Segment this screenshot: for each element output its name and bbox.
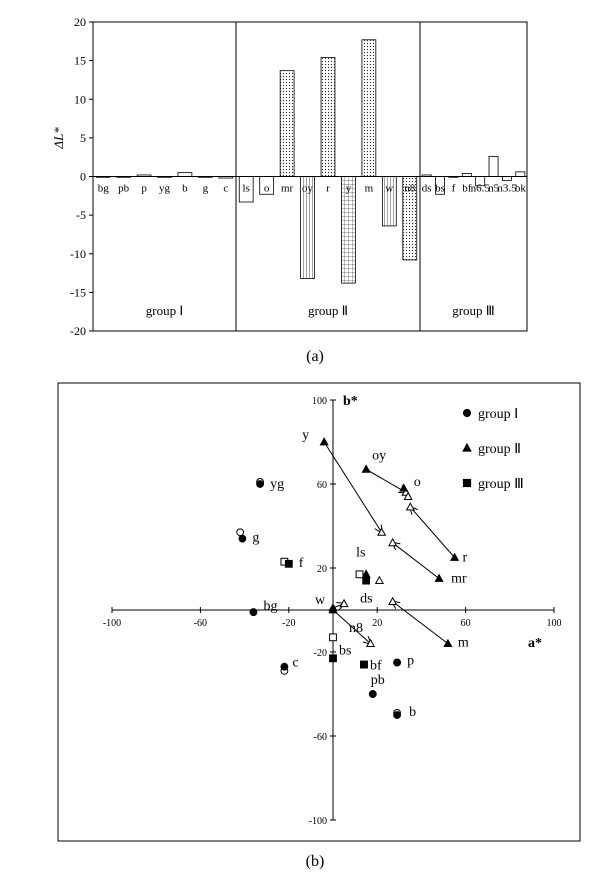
filled-marker <box>369 691 376 698</box>
point-label: n8 <box>349 621 363 636</box>
x-tick-label: 60 <box>460 618 471 629</box>
x-tick-label: 100 <box>546 618 562 629</box>
category-label: n6.5 <box>470 182 490 195</box>
shift-arrow <box>393 602 448 644</box>
bar <box>502 177 511 181</box>
point-label: mr <box>451 571 467 587</box>
category-label: y <box>345 182 352 195</box>
category-label: p <box>141 182 147 195</box>
open-marker <box>389 539 396 546</box>
category-label: bg <box>97 182 109 195</box>
legend-label: group Ⅲ <box>478 477 524 492</box>
point-label: m <box>457 635 469 651</box>
group-label: group Ⅱ <box>308 303 348 318</box>
group-label: group Ⅰ <box>145 303 184 318</box>
point-label: pb <box>370 673 385 688</box>
category-label: bf <box>462 182 472 195</box>
legend-label: group Ⅰ <box>478 407 519 422</box>
bar <box>362 40 376 177</box>
point-label: w <box>315 592 326 608</box>
filled-marker <box>362 465 369 472</box>
point-label: yg <box>270 477 285 492</box>
y-tick-label: 20 <box>74 15 86 29</box>
x-tick-label: -20 <box>282 618 296 629</box>
open-marker <box>376 577 383 584</box>
filled-marker <box>250 609 257 616</box>
category-label: yg <box>159 182 170 195</box>
y-tick-label: 20 <box>317 564 327 575</box>
point-label: p <box>407 653 415 669</box>
filled-marker <box>444 640 451 647</box>
panel-b-scatter-chart <box>58 383 580 870</box>
category-label: g <box>202 182 209 195</box>
legend-marker <box>463 409 470 416</box>
y-tick-label: 100 <box>312 396 327 407</box>
category-label: pb <box>118 182 130 195</box>
y-tick-label: 0 <box>80 169 86 184</box>
category-label: oy <box>302 182 314 195</box>
category-label: f <box>451 182 456 195</box>
category-label: ls <box>242 182 250 195</box>
filled-marker <box>361 661 368 668</box>
y-axis-label: b* <box>343 394 358 409</box>
x-tick-label: -60 <box>193 618 208 629</box>
shift-arrow <box>410 507 454 557</box>
point-label: r <box>462 550 468 566</box>
filled-marker <box>400 484 407 491</box>
category-label: w <box>385 182 394 195</box>
y-tick-label: -100 <box>308 816 327 827</box>
y-tick-label: 5 <box>80 130 86 145</box>
filled-marker <box>281 663 288 670</box>
filled-marker <box>320 438 327 445</box>
category-label: n8 <box>404 182 416 195</box>
bar <box>489 156 498 176</box>
category-label: bs <box>435 182 445 195</box>
category-label: c <box>223 182 229 195</box>
filled-marker <box>363 577 370 584</box>
point-label: ls <box>356 545 366 561</box>
point-label: oy <box>372 448 387 464</box>
bar <box>280 71 294 177</box>
filled-marker <box>330 655 337 662</box>
category-label: b <box>182 182 188 195</box>
y-tick-label: -20 <box>70 324 86 338</box>
bar <box>321 58 335 177</box>
category-label: n5 <box>488 182 500 195</box>
shift-arrow <box>393 543 439 579</box>
panel-label: (b) <box>305 853 325 870</box>
legend-marker <box>463 444 471 451</box>
group-label: group Ⅲ <box>452 303 495 318</box>
x-tick-label: 20 <box>372 618 383 629</box>
x-tick-label: -100 <box>102 618 122 629</box>
legend-label: group Ⅱ <box>478 442 522 457</box>
category-label: mr <box>280 182 294 195</box>
point-label: ds <box>360 591 373 607</box>
open-marker <box>389 598 396 605</box>
panel-a-bar-chart <box>51 15 527 365</box>
y-tick-label: -20 <box>313 648 327 659</box>
category-label: bk <box>514 182 526 195</box>
y-axis-label: ΔL* <box>51 127 66 149</box>
y-tick-label: 60 <box>317 480 327 491</box>
category-label: n3.5 <box>497 182 517 195</box>
open-marker <box>340 600 347 607</box>
point-label: o <box>413 475 421 491</box>
category-label: o <box>263 182 270 195</box>
point-label: g <box>252 530 260 546</box>
point-label: bs <box>339 643 352 659</box>
bar <box>516 172 525 177</box>
shift-arrow <box>366 469 406 492</box>
filled-marker <box>362 570 369 577</box>
open-marker <box>378 528 385 535</box>
y-tick-label: -60 <box>313 732 327 743</box>
filled-marker <box>257 481 264 488</box>
point-label: bg <box>263 599 278 615</box>
category-label: m <box>364 182 374 195</box>
filled-marker <box>239 535 246 542</box>
y-tick-label: 15 <box>74 53 86 68</box>
point-label: f <box>298 555 304 571</box>
point-label: c <box>292 655 299 671</box>
bar <box>178 173 192 177</box>
point-label: bf <box>369 658 382 674</box>
open-marker <box>330 634 337 641</box>
category-label: r <box>326 182 330 195</box>
y-tick-label: 10 <box>74 92 86 107</box>
category-label: ds <box>421 182 432 195</box>
filled-marker <box>394 712 401 719</box>
x-axis-label: a* <box>528 636 542 651</box>
panel-label: (a) <box>306 348 324 365</box>
filled-marker <box>435 575 442 582</box>
point-label: b <box>409 705 417 720</box>
y-tick-label: -10 <box>70 246 86 261</box>
filled-marker <box>285 560 292 567</box>
y-tick-label: -15 <box>70 285 86 300</box>
open-marker <box>407 503 414 510</box>
open-marker <box>356 571 363 578</box>
filled-marker <box>394 659 401 666</box>
point-label: y <box>302 428 310 443</box>
y-tick-label: -5 <box>76 208 86 223</box>
open-marker <box>237 529 244 536</box>
legend-marker <box>463 479 470 486</box>
